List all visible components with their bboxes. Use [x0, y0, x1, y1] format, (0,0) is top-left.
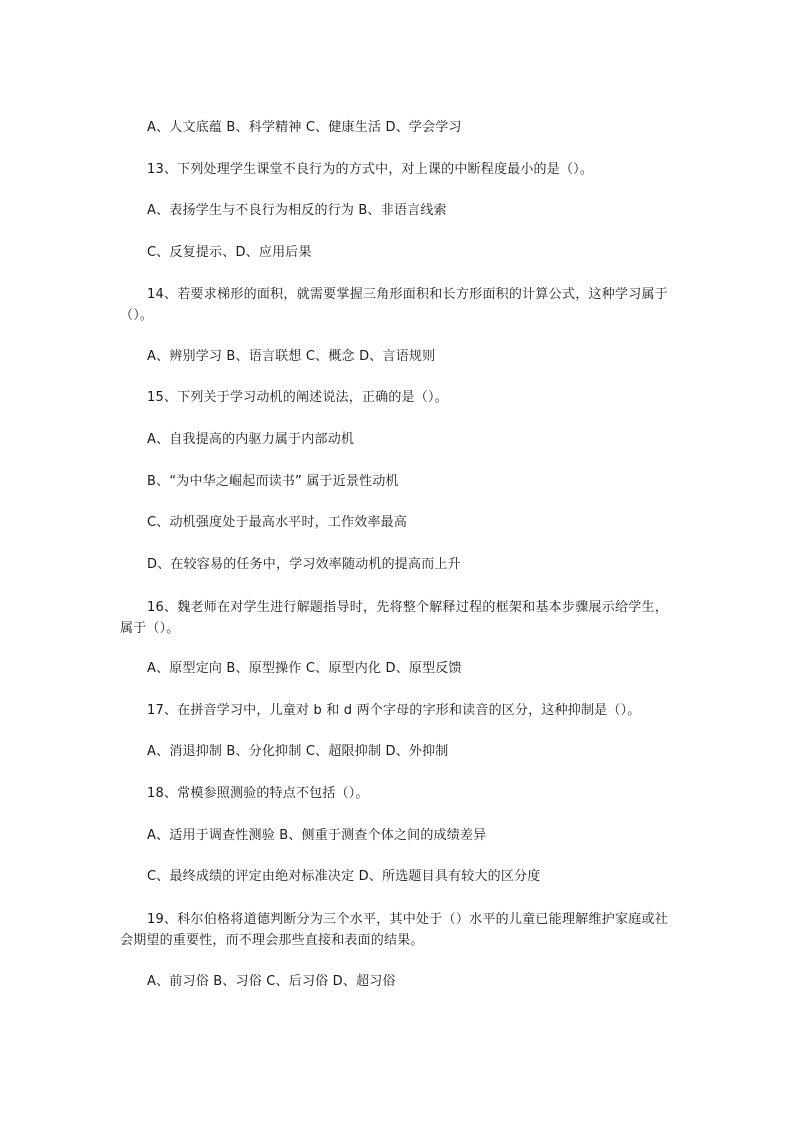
option-line: A、人文底蕴 B、科学精神 C、健康生活 D、学会学习: [147, 120, 462, 135]
option-line: A、适用于调查性测验 B、侧重于测查个体之间的成绩差异: [147, 828, 487, 843]
question-14: 14、若要求梯形的面积，就需要掌握三角形面积和长方形面积的计算公式，这种学习属于（）。: [120, 287, 668, 323]
option-line: B、“为中华之崛起而读书” 属于近景性动机: [147, 474, 399, 489]
option-line: A、原型定向 B、原型操作 C、原型内化 D、原型反馈: [147, 661, 462, 676]
option-line: C、反复提示、D、应用后果: [147, 245, 312, 260]
option-line: A、自我提高的内驱力属于内部动机: [147, 432, 355, 447]
option-line: C、动机强度处于最高水平时，工作效率最高: [147, 515, 408, 530]
question-16: 16、魏老师在对学生进行解题指导时，先将整个解释过程的框架和基本步骤展示给学生，属于（）。: [120, 600, 668, 636]
option-line: A、辨别学习 B、语言联想 C、概念 D、言语规则: [147, 349, 436, 364]
option-line: A、消退抑制 B、分化抑制 C、超限抑制 D、外抑制: [147, 744, 449, 759]
option-line: C、最终成绩的评定由绝对标准决定 D、所选题目具有较大的区分度: [147, 869, 541, 884]
option-line: A、前习俗 B、习俗 C、后习俗 D、超习俗: [147, 974, 396, 989]
question-17: 17、在拼音学习中，儿童对 b 和 d 两个字母的字形和读音的区分，这种抑制是（）。: [147, 703, 641, 718]
question-15: 15、下列关于学习动机的阐述说法，正确的是（）。: [147, 390, 448, 405]
question-13: 13、下列处理学生课堂不良行为的方式中，对上课的中断程度最小的是（）。: [147, 162, 594, 177]
question-19: 19、科尔伯格将道德判断分为三个水平，其中处于（）水平的儿童已能理解维护家庭或社会期望的重要性，而不理会那些直接和表面的结果。: [120, 912, 668, 948]
option-line: D、在较容易的任务中，学习效率随动机的提高而上升: [147, 557, 461, 572]
question-18: 18、常模参照测验的特点不包括（）。: [147, 786, 369, 801]
option-line: A、表扬学生与不良行为相反的行为 B、非语言线索: [147, 203, 447, 218]
